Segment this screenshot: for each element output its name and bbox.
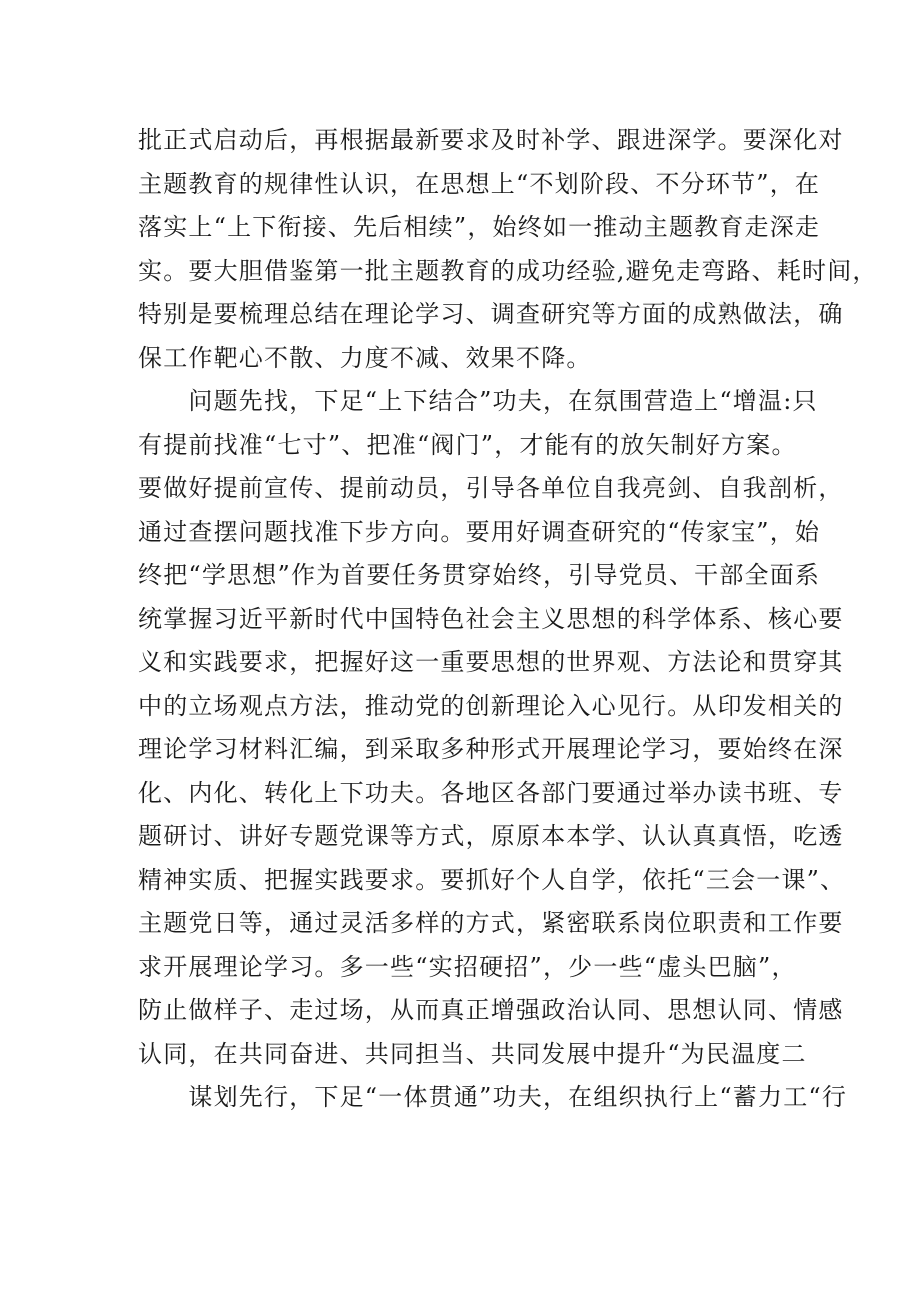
text-line-18: 精神实质、把握实践要求。要抓好个人自学，依托“三会一课”、 [138,866,846,894]
text-line-13: 义和实践要求，把握好这一重要思想的世界观、方法论和贯穿其 [138,648,844,676]
text-line-19: 主题党日等，通过灵活多样的方式，紧密联系岗位职责和工作要 [138,909,844,937]
text-line-11: 终把“学思想”作为首要任务贯穿始终，引导党员、干部全面系 [138,561,821,589]
text-line-21: 防止做样子、走过场，从而真正增强政治认同、思想认同、情感 [138,996,844,1024]
text-line-6: 保工作靶心不散、力度不减、效果不降。 [138,344,592,372]
text-line-3: 落实上“上下衔接、先后相续”，始终如一推动主题教育走深走 [138,213,821,241]
text-line-17: 题研讨、讲好专题党课等方式，原原本本学、认认真真悟，吃透 [138,822,844,850]
text-line-14: 中的立场观点方法，推动党的创新理论入心见行。从印发相关的 [138,692,844,720]
text-line-10: 通过查摆问题找准下步方向。要用好调查研究的“传家宝”，始 [138,518,821,546]
text-line-2: 主题教育的规律性认识，在思想上“不划阶段、不分环节”，在 [138,170,821,198]
text-line-22: 认同，在共同奋进、共同担当、共同发展中提升“为民温度二 [138,1040,807,1068]
text-line-5: 特别是要梳理总结在理论学习、调查研究等方面的成熟做法，确 [138,300,844,328]
text-line-1: 批正式启动后，再根据最新要求及时补学、跟进深学。要深化对 [138,126,844,154]
text-line-16: 化、内化、转化上下功夫。各地区各部门要通过举办读书班、专 [138,779,844,807]
text-line-20: 求开展理论学习。多一些“实招硬招”，少一些“虚头巴脑”， [138,953,797,981]
text-line-7: 问题先找，下足“上下结合”功夫，在氛围营造上“增温:只 [138,387,818,415]
text-line-12: 统掌握习近平新时代中国特色社会主义思想的科学体系、核心要 [138,605,844,633]
text-line-4: 实。要大胆借鉴第一批主题教育的成功经验,避免走弯路、耗时间， [138,257,878,285]
text-line-8: 有提前找准“七寸”、把准“阀门”，才能有的放矢制好方案。 [138,431,797,459]
text-line-15: 理论学习材料汇编，到采取多种形式开展理论学习，要始终在深 [138,735,844,763]
text-line-9: 要做好提前宣传、提前动员，引导各单位自我亮剑、自我剖析， [138,474,844,502]
text-line-23: 谋划先行，下足“一体贯通”功夫，在组织执行上“蓄力工“行 [138,1083,848,1111]
